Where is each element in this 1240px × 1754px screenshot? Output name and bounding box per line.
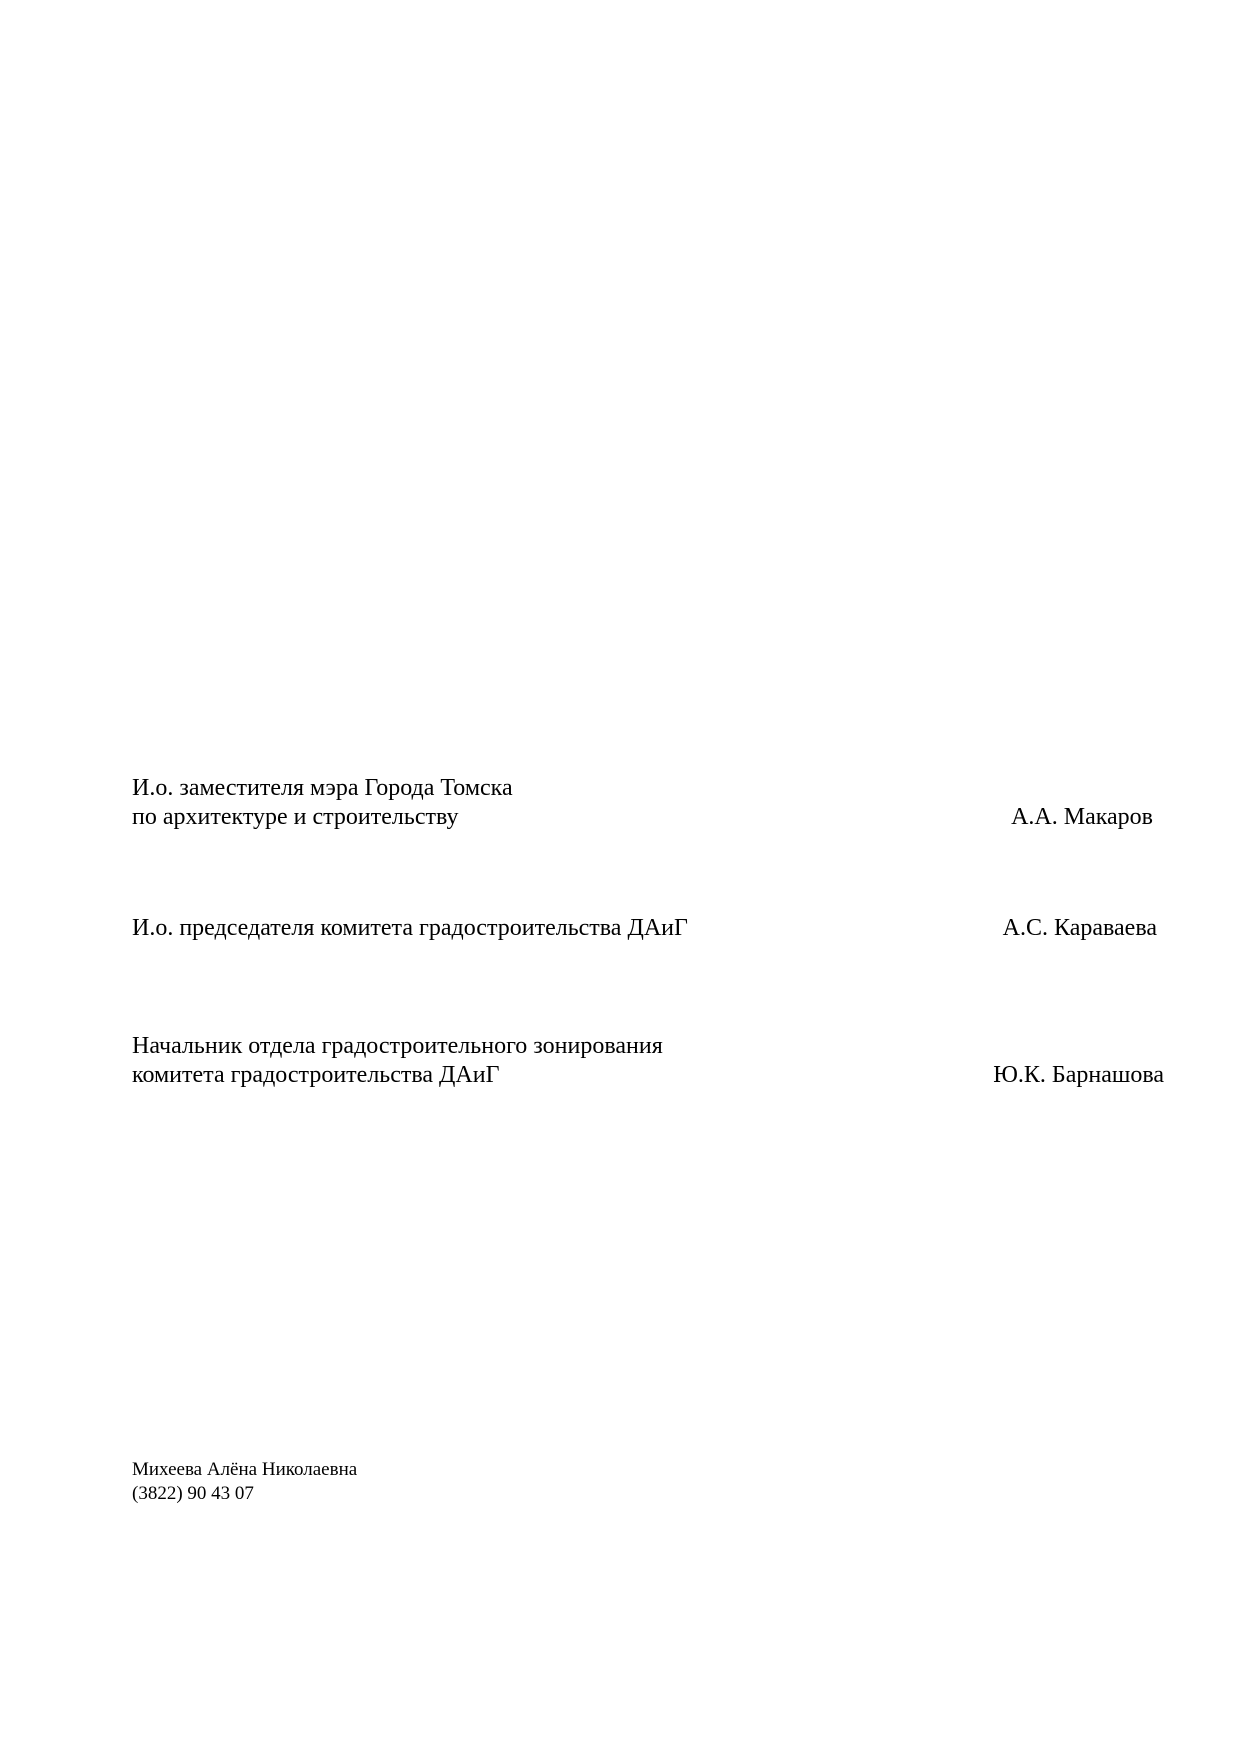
signatory-name: А.А. Макаров	[1011, 804, 1153, 830]
executor-contact	[132, 1458, 357, 1506]
executor-name: Михеева Алёна Николаевна	[132, 1459, 358, 1480]
signature-title-line: комитета градостроительства ДАиГ	[132, 1062, 500, 1088]
signature-title	[132, 774, 1162, 832]
executor-phone: (3822) 90 43 07	[132, 1483, 254, 1504]
signatory-name: Ю.К. Барнашова	[993, 1062, 1164, 1088]
signature-title-line: И.о. заместителя мэра Города Томска	[132, 775, 513, 801]
signature-block-committee-chair	[132, 914, 1162, 943]
signature-title-line: И.о. председателя комитета градостроительства ДАиГ	[132, 915, 688, 941]
signature-title-line: Начальник отдела градостроительного зонирования	[132, 1033, 663, 1059]
signature-block-department-head	[132, 1032, 1162, 1090]
signature-block-deputy-mayor	[132, 774, 1162, 832]
signatory-name: А.С. Караваева	[1002, 915, 1157, 941]
signature-title-line: по архитектуре и строительству	[132, 804, 459, 830]
